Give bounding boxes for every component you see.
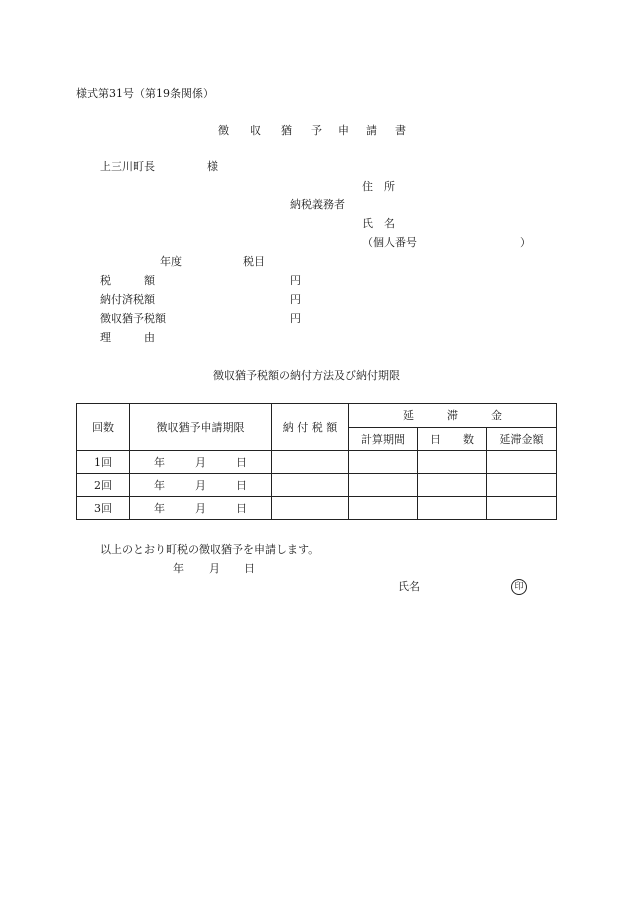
tax-amount-yen: 円: [290, 274, 301, 287]
header-calc-period: 計算期間: [349, 427, 418, 451]
row-arrears-amount-cell[interactable]: [487, 451, 557, 474]
title-char: 書: [395, 124, 406, 137]
id-number-label: （個人番号: [362, 236, 417, 249]
table-row: [77, 451, 557, 474]
row-day: 日: [236, 456, 247, 469]
tax-amount-label: 税 額: [100, 274, 155, 287]
row-period-cell[interactable]: [130, 451, 272, 474]
row-month: 月: [195, 479, 206, 492]
table-row: [77, 474, 557, 497]
date-month: 月: [209, 562, 220, 575]
row-payment-cell[interactable]: [272, 474, 349, 497]
address-label: 住 所: [362, 180, 395, 193]
row-count: 3回: [77, 497, 130, 520]
row-calc-period-cell[interactable]: [349, 497, 418, 520]
row-year: 年: [154, 479, 165, 492]
name-label: 氏 名: [362, 217, 395, 230]
paid-amount-label: 納付済税額: [100, 293, 155, 306]
row-arrears-amount-cell[interactable]: [487, 474, 557, 497]
row-day: 日: [236, 502, 247, 515]
row-year: 年: [154, 456, 165, 469]
paid-amount-yen: 円: [290, 293, 301, 306]
header-payment: 納 付 税 額: [272, 404, 349, 451]
row-period-cell[interactable]: [130, 474, 272, 497]
date-year: 年: [173, 562, 184, 575]
header-period: 徴収猶予申請期限: [130, 404, 272, 451]
date-day: 日: [244, 562, 255, 575]
row-days-cell[interactable]: [418, 474, 487, 497]
signature-name-label: 氏名: [398, 580, 420, 593]
reason-label: 理 由: [100, 331, 155, 344]
title-char: 申: [338, 124, 349, 137]
deferred-amount-label: 徴収猶予税額: [100, 312, 166, 325]
row-count: 2回: [77, 474, 130, 497]
row-days-cell[interactable]: [418, 451, 487, 474]
row-month: 月: [195, 456, 206, 469]
row-period-cell[interactable]: [130, 497, 272, 520]
table-title: 徴収猶予税額の納付方法及び納付期限: [213, 369, 400, 382]
title-char: 収: [250, 124, 261, 137]
row-count: 1回: [77, 451, 130, 474]
row-arrears-amount-cell[interactable]: [487, 497, 557, 520]
id-number-close: ）: [520, 236, 531, 249]
title-char: 猶: [281, 124, 292, 137]
row-month: 月: [195, 502, 206, 515]
tax-item-label: 税目: [243, 255, 265, 268]
title-char: 請: [366, 124, 377, 137]
row-year: 年: [154, 502, 165, 515]
header-arrears: 延 滞 金: [349, 404, 557, 428]
table-row: [77, 497, 557, 520]
row-payment-cell[interactable]: [272, 451, 349, 474]
closing-text: 以上のとおり町税の徴収猶予を申請します。: [100, 543, 320, 556]
deferred-amount-yen: 円: [290, 312, 301, 325]
addressee: 上三川町長: [100, 160, 155, 173]
row-calc-period-cell[interactable]: [349, 451, 418, 474]
row-calc-period-cell[interactable]: [349, 474, 418, 497]
addressee-honorific: 様: [207, 160, 218, 173]
header-arrears-amount: 延滞金額: [487, 427, 557, 451]
fiscal-year-label: 年度: [160, 255, 182, 268]
title-char: 徴: [218, 124, 229, 137]
form-number: 様式第31号（第19条関係）: [76, 87, 214, 100]
row-payment-cell[interactable]: [272, 497, 349, 520]
row-day: 日: [236, 479, 247, 492]
payment-schedule-table: [76, 403, 557, 520]
title-char: 予: [311, 124, 322, 137]
seal-mark: 印: [511, 579, 527, 595]
header-days: 日 数: [418, 427, 487, 451]
taxpayer-role-label: 納税義務者: [290, 198, 345, 211]
row-days-cell[interactable]: [418, 497, 487, 520]
header-count: 回数: [77, 404, 130, 451]
